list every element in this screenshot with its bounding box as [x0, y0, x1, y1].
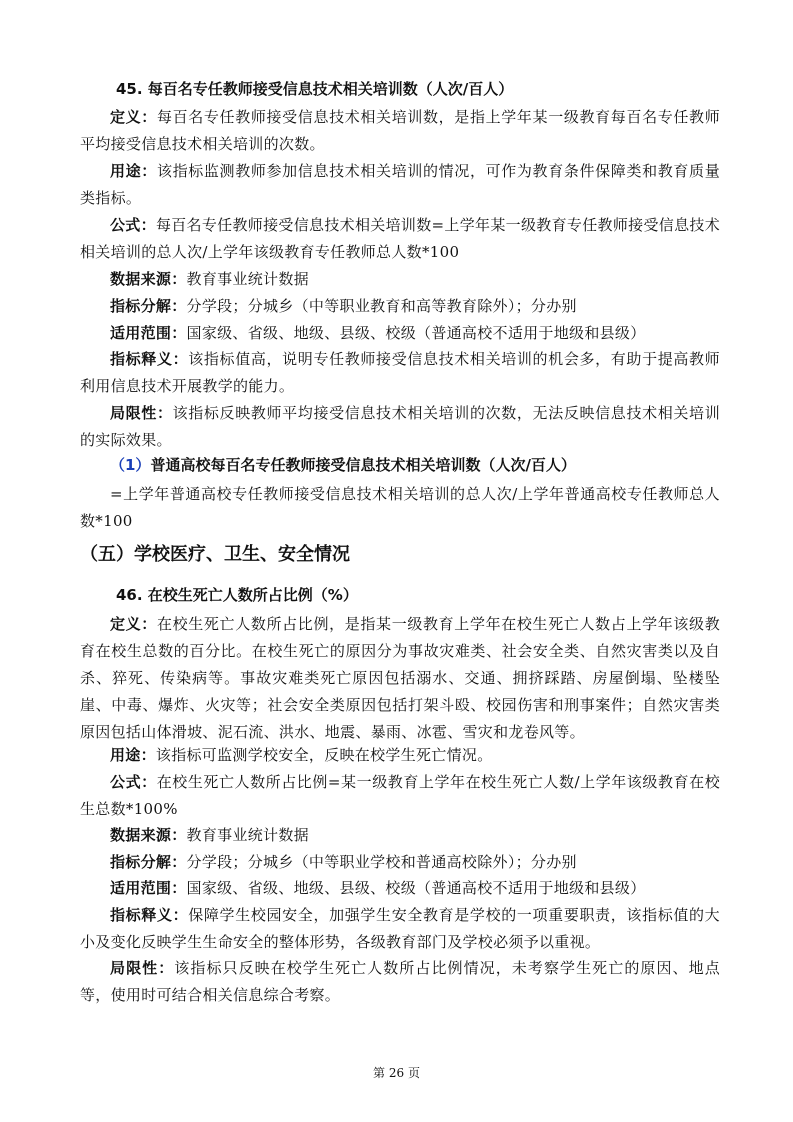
sub-indicator-title — [110, 454, 576, 475]
source-label: 数据来源： — [110, 270, 187, 288]
indicator-46-definition — [80, 611, 720, 746]
usage-text: 该指标监测教师参加信息技术相关培训的情况，可作为教育条件保障类和教育质量类指标。 — [80, 162, 720, 207]
usage-label: 用途： — [110, 162, 157, 180]
formula-text: 在校生死亡人数所占比例=某一级教育上学年在校生死亡人数/上学年该级教育在校生总数*100% — [80, 773, 720, 818]
indicator-46-scope — [80, 875, 720, 902]
usage-label: 用途： — [110, 746, 156, 764]
indicator-46-interpretation — [80, 902, 720, 956]
page-number: 第 26 页 — [373, 1066, 420, 1080]
source-label: 数据来源： — [110, 826, 187, 844]
indicator-46-limitation — [80, 955, 720, 1009]
interpretation-text: 保障学生校园安全，加强学生安全教育是学校的一项重要职责，该指标值的大小及变化反映学生生命安全的整体形势，各级教育部门及学校必须予以重视。 — [80, 906, 720, 951]
indicator-45-scope — [80, 320, 720, 347]
limitation-text: 该指标只反映在校学生死亡人数所占比例情况，未考察学生死亡的原因、地点等，使用时可结合相关信息综合考察。 — [80, 959, 720, 1004]
indicator-45-usage — [80, 158, 720, 212]
indicator-45-breakdown — [80, 293, 720, 320]
indicator-46-breakdown — [80, 849, 720, 876]
definition-text: 在校生死亡人数所占比例，是指某一级教育上学年在校生死亡人数占上学年该级教育在校生总数的百分比。在校生死亡的原因分为事故灾难类、社会安全类、自然灾害类以及自杀、猝死、传染病等。事故灾难类死亡原因包括溺水、交通、拥挤踩踏、房屋倒塌、坠楼坠崖、中毒、爆炸、火灾等；社会安全类原因包括打架斗殴、校园伤害和刑事案件；自然灾害类原因包括山体滑坡、泥石流、洪水、地震、暴雨、冰雹、雪灾和龙卷风等。 — [80, 615, 720, 741]
interpretation-label: 指标释义： — [110, 906, 189, 924]
definition-text: 每百名专任教师接受信息技术相关培训数，是指上学年某一级教育每百名专任教师平均接受信息技术相关培训的次数。 — [80, 108, 720, 153]
formula-label: 公式： — [110, 773, 157, 791]
indicator-45-source — [80, 266, 720, 293]
breakdown-text: 分学段；分城乡（中等职业学校和普通高校除外）；分办别 — [186, 853, 577, 871]
formula-label: 公式： — [110, 216, 156, 234]
indicator-45-interpretation — [80, 346, 720, 400]
interpretation-text: 该指标值高，说明专任教师接受信息技术相关培训的机会多，有助于提高教师利用信息技术开展教学的能力。 — [80, 350, 720, 395]
indicator-46-usage — [80, 742, 720, 769]
indicator-46-source — [80, 822, 720, 849]
indicator-45-definition — [80, 104, 720, 158]
source-text: 教育事业统计数据 — [186, 826, 309, 844]
limitation-label: 局限性： — [110, 959, 175, 977]
scope-label: 适用范围： — [110, 324, 187, 342]
interpretation-label: 指标释义： — [110, 350, 189, 368]
scope-label: 适用范围： — [110, 879, 187, 897]
scope-text: 国家级、省级、地级、县级、校级（普通高校不适用于地级和县级） — [186, 879, 646, 897]
sub-indicator-name: 普通高校每百名专任教师接受信息技术相关培训数（人次/百人） — [150, 456, 576, 474]
indicator-45-title: 45. 每百名专任教师接受信息技术相关培训数（人次/百人） — [116, 80, 514, 98]
usage-text: 该指标可监测学校安全，反映在校学生死亡情况。 — [155, 746, 493, 764]
definition-label: 定义： — [110, 108, 157, 126]
sub-indicator-number: （1） — [110, 456, 151, 474]
breakdown-label: 指标分解： — [110, 297, 187, 315]
indicator-46-formula — [80, 769, 720, 823]
definition-label: 定义： — [110, 615, 157, 633]
scope-text: 国家级、省级、地级、县级、校级（普通高校不适用于地级和县级） — [186, 324, 646, 342]
indicator-46-title: 46. 在校生死亡人数所占比例（%） — [116, 586, 358, 604]
source-text: 教育事业统计数据 — [186, 270, 309, 288]
section-5-heading: （五）学校医疗、卫生、安全情况 — [80, 544, 350, 565]
limitation-text: 该指标反映教师平均接受信息技术相关培训的次数，无法反映信息技术相关培训的实际效果。 — [80, 404, 720, 449]
limitation-label: 局限性： — [110, 404, 173, 422]
breakdown-text: 分学段；分城乡（中等职业教育和高等教育除外）；分办别 — [186, 297, 577, 315]
indicator-45-limitation — [80, 400, 720, 454]
breakdown-label: 指标分解： — [110, 853, 187, 871]
formula-text: 每百名专任教师接受信息技术相关培训数=上学年某一级教育专任教师接受信息技术相关培训的总人次/上学年该级教育专任教师总人数*100 — [80, 216, 720, 261]
indicator-45-formula — [80, 212, 720, 266]
sub-indicator-formula: =上学年普通高校专任教师接受信息技术相关培训的总人次/上学年普通高校专任教师总人数*100 — [80, 485, 720, 530]
